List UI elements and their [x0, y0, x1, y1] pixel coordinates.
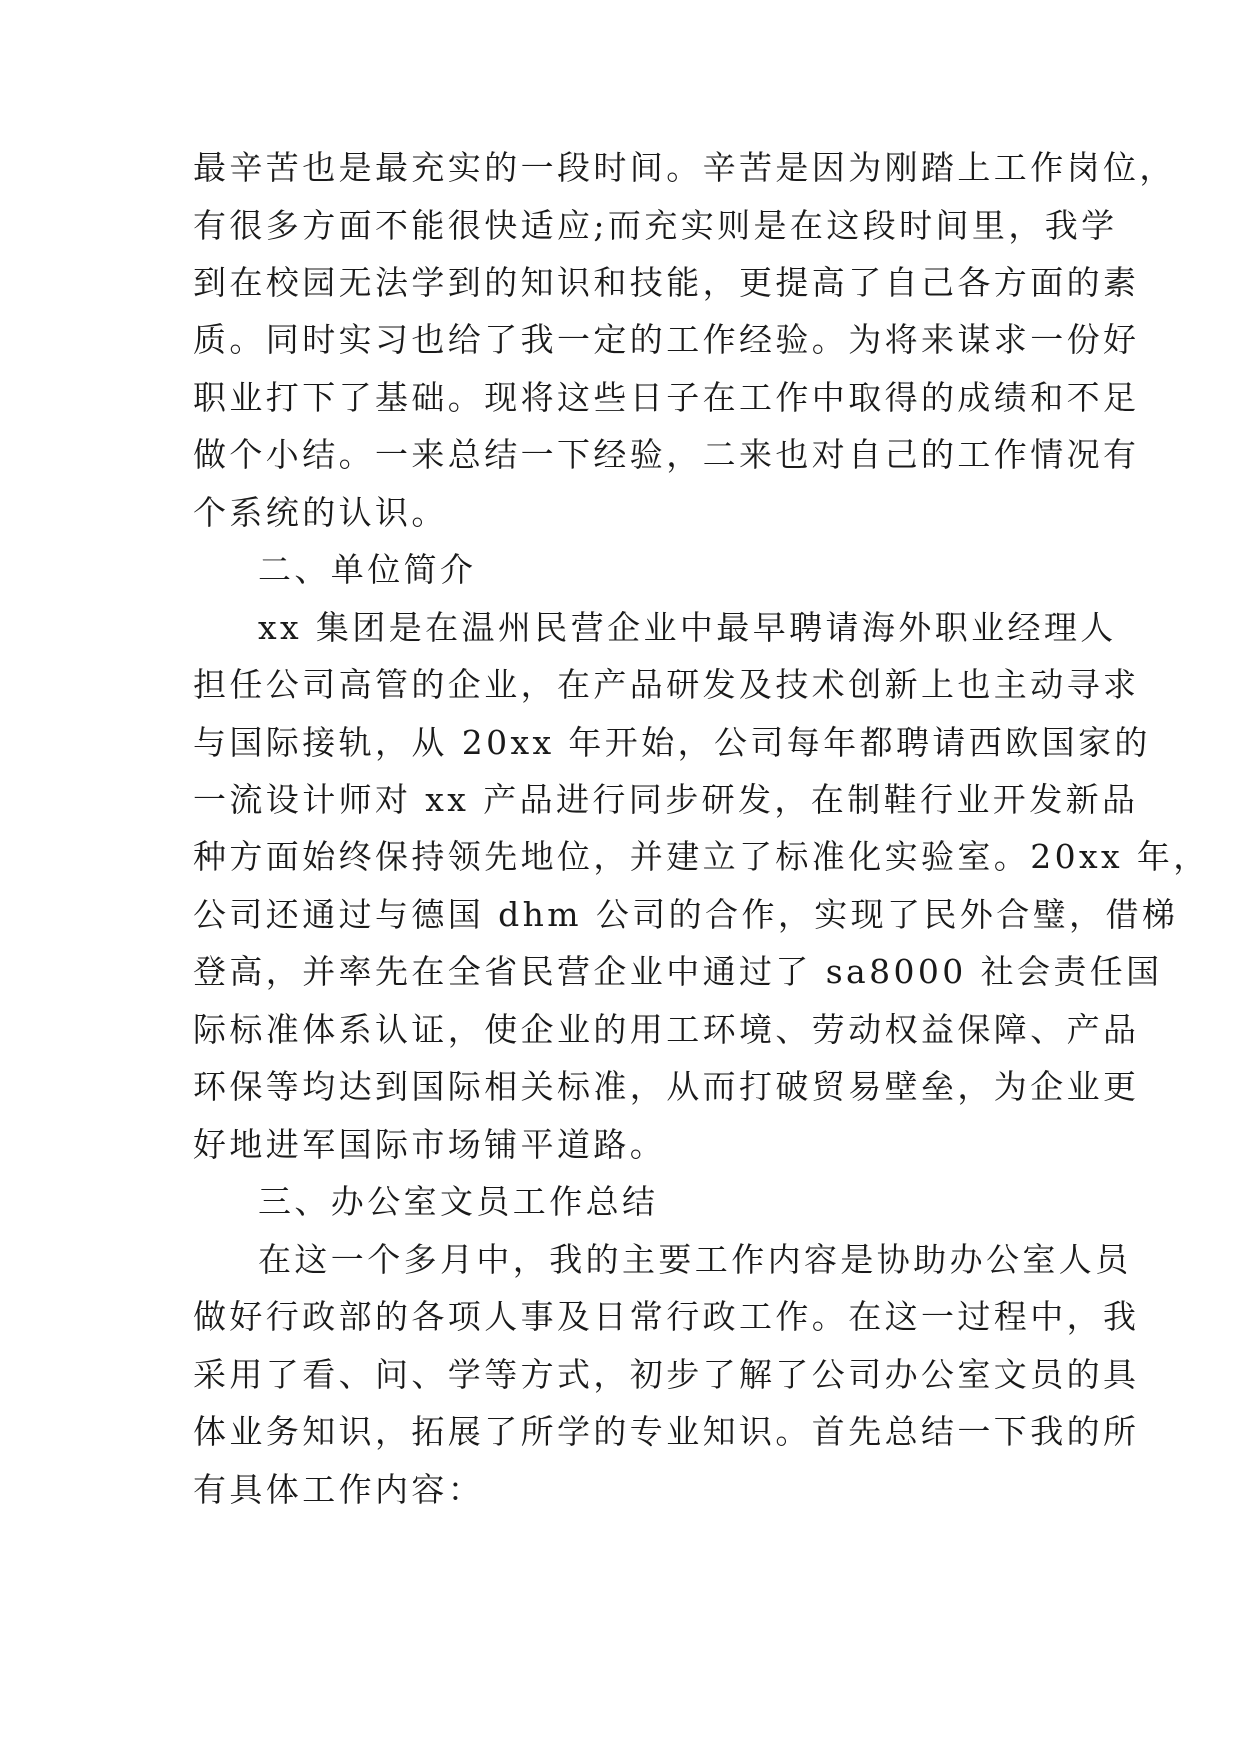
section-heading: 三、办公室文员工作总结	[258, 1182, 659, 1221]
text-line: 有很多方面不能很快适应;而充实则是在这段时间里，我学	[193, 206, 1118, 245]
text-line: 做个小结。一来总结一下经验，二来也对自己的工作情况有	[193, 435, 1140, 474]
text-line: 有具体工作内容：	[193, 1470, 485, 1509]
text-line: xx 集团是在温州民营企业中最早聘请海外职业经理人	[258, 608, 1117, 647]
text-line: 个系统的认识。	[193, 493, 448, 532]
text-line: 际标准体系认证，使企业的用工环境、劳动权益保障、产品	[193, 1010, 1140, 1049]
text-line: 质。同时实习也给了我一定的工作经验。为将来谋求一份好	[193, 320, 1140, 359]
text-line: 采用了看、问、学等方式，初步了解了公司办公室文员的具	[193, 1355, 1140, 1394]
text-line: 好地进军国际市场铺平道路。	[193, 1125, 667, 1164]
text-line: 一流设计师对 xx 产品进行同步研发，在制鞋行业开发新品	[193, 780, 1139, 819]
text-line: 登高，并率先在全省民营企业中通过了 sa8000 社会责任国	[193, 952, 1163, 991]
text-line: 体业务知识，拓展了所学的专业知识。首先总结一下我的所	[193, 1412, 1140, 1451]
text-line: 做好行政部的各项人事及日常行政工作。在这一过程中，我	[193, 1297, 1140, 1336]
text-line: 到在校园无法学到的知识和技能，更提高了自己各方面的素	[193, 263, 1140, 302]
text-line: 与国际接轨，从 20xx 年开始，公司每年都聘请西欧国家的	[193, 723, 1151, 762]
text-line: 职业打下了基础。现将这些日子在工作中取得的成绩和不足	[193, 378, 1140, 417]
text-line: 在这一个多月中，我的主要工作内容是协助办公室人员	[258, 1240, 1132, 1279]
text-line: 种方面始终保持领先地位，并建立了标准化实验室。20xx 年，	[193, 837, 1210, 876]
text-line: 环保等均达到国际相关标准，从而打破贸易壁垒，为企业更	[193, 1067, 1140, 1106]
text-line: 公司还通过与德国 dhm 公司的合作，实现了民外合璧，借梯	[193, 895, 1179, 934]
text-line: 担任公司高管的企业，在产品研发及技术创新上也主动寻求	[193, 665, 1140, 704]
text-line: 最辛苦也是最充实的一段时间。辛苦是因为刚踏上工作岗位，	[193, 148, 1176, 187]
section-heading: 二、单位简介	[258, 550, 477, 589]
